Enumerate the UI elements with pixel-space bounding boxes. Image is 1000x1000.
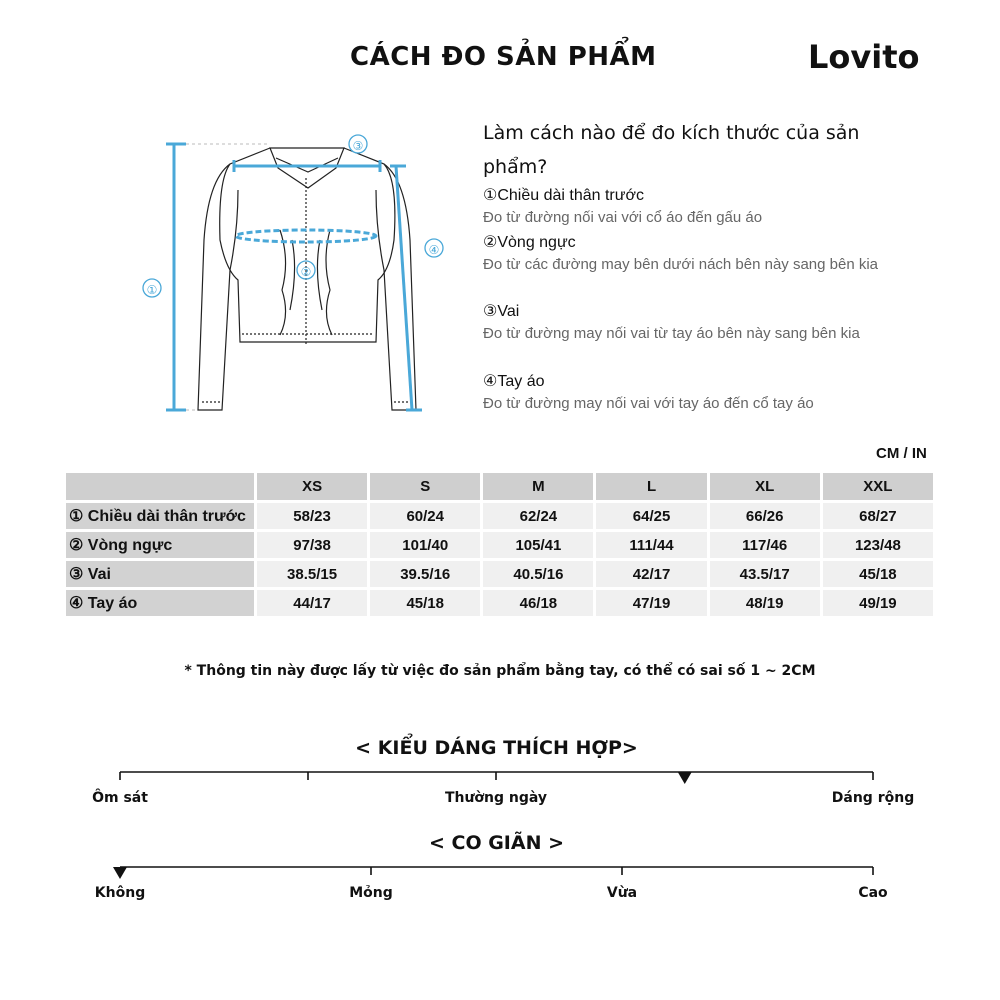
table-cell: 111/44 [596, 532, 706, 558]
size-header: M [483, 473, 593, 500]
instruction-label: ①Chiều dài thân trước [483, 187, 644, 204]
instruction-label: ③Vai [483, 303, 520, 320]
instruction-desc: Đo từ đường nối vai với cổ áo đến gấu áo [483, 209, 763, 226]
table-cell: 46/18 [483, 590, 593, 616]
table-cell: 39.5/16 [370, 561, 480, 587]
table-cell: 47/19 [596, 590, 706, 616]
table-cell: 43.5/17 [710, 561, 820, 587]
table-cell: 45/18 [823, 561, 933, 587]
stretch-label-slight: Mỏng [349, 885, 393, 901]
instruction-label: ④Tay áo [483, 373, 545, 390]
marker-1: ① [146, 283, 158, 297]
table-cell: 44/17 [257, 590, 367, 616]
table-cell: 40.5/16 [483, 561, 593, 587]
fit-title: < KIỂU DÁNG THÍCH HỢP> [355, 737, 638, 759]
size-header: L [596, 473, 706, 500]
howto-question: Làm cách nào để đo kích thước của sản phẩm? [483, 122, 860, 178]
table-cell: 117/46 [710, 532, 820, 558]
table-cell: 105/41 [483, 532, 593, 558]
row-label: ④ Tay áo [66, 590, 254, 616]
marker-4: ④ [428, 243, 440, 257]
table-cell: 42/17 [596, 561, 706, 587]
unit-label: CM / IN [876, 445, 927, 462]
stretch-label-none: Không [94, 885, 146, 901]
fit-label-loose: Dáng rộng [831, 790, 915, 806]
table-cell: 45/18 [370, 590, 480, 616]
fit-label-regular: Thường ngày [444, 790, 548, 806]
marker-3: ③ [352, 139, 364, 153]
brand-logo: Lovito [808, 38, 920, 76]
marker-2: ② [300, 265, 312, 279]
fit-marker-icon [678, 772, 692, 784]
measurement-note: * Thông tin này được lấy từ việc đo sản phẩm bằng tay, có thể có sai số 1 ~ 2CM [184, 663, 816, 679]
size-header: XS [257, 473, 367, 500]
page-title: CÁCH ĐO SẢN PHẨM [350, 42, 657, 72]
table-cell: 49/19 [823, 590, 933, 616]
instruction-desc: Đo từ đường may nối vai với tay áo đến cổ tay áo [483, 395, 814, 412]
fit-label-tight: Ôm sát [92, 790, 148, 806]
table-cell: 62/24 [483, 503, 593, 529]
row-label: ③ Vai [66, 561, 254, 587]
stretch-scale [120, 867, 873, 875]
table-cell: 66/26 [710, 503, 820, 529]
table-cell: 38.5/15 [257, 561, 367, 587]
stretch-label-high: Cao [858, 885, 888, 901]
stretch-label-medium: Vừa [606, 885, 638, 901]
table-cell: 97/38 [257, 532, 367, 558]
table-cell: 64/25 [596, 503, 706, 529]
row-label: ① Chiều dài thân trước [66, 503, 254, 529]
table-cell: 101/40 [370, 532, 480, 558]
stretch-marker-icon [113, 867, 127, 879]
size-header: XL [710, 473, 820, 500]
size-header: XXL [823, 473, 933, 500]
fit-scale [120, 772, 873, 780]
stretch-title: < CO GIÃN > [428, 832, 565, 854]
table-cell: 48/19 [710, 590, 820, 616]
table-cell: 68/27 [823, 503, 933, 529]
instruction-label: ②Vòng ngực [483, 234, 576, 251]
table-cell: 123/48 [823, 532, 933, 558]
table-cell: 60/24 [370, 503, 480, 529]
row-label: ② Vòng ngực [66, 532, 254, 558]
size-header: S [370, 473, 480, 500]
instruction-desc: Đo từ các đường may bên dưới nách bên này sang bên kia [483, 256, 879, 273]
table-cell: 58/23 [257, 503, 367, 529]
instruction-desc: Đo từ đường may nối vai từ tay áo bên này sang bên kia [483, 325, 860, 342]
